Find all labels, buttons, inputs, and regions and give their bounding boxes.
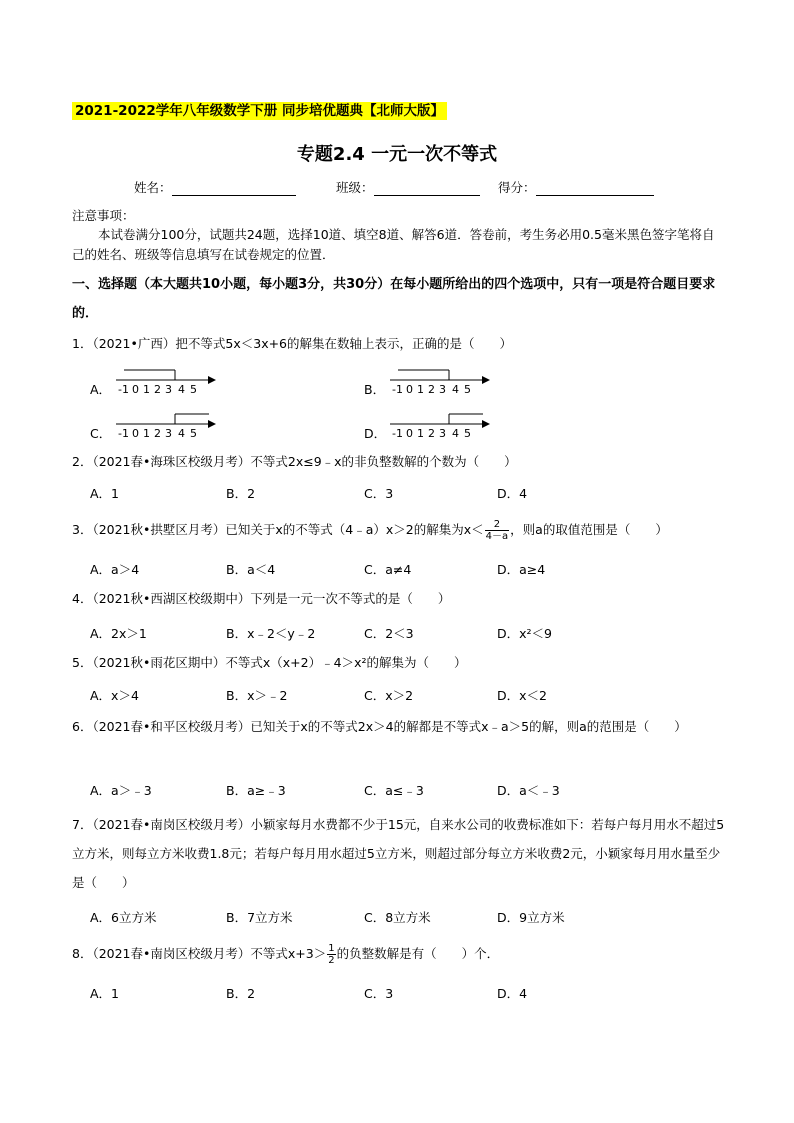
question-3-stem: 3．（2021秋•拱墅区月考）已知关于x的不等式（4﹣a）x＞2的解集为x＜ $\frac{2}{4-a}$ ，则a的取值范围是（ ） <box>72 519 668 542</box>
q1b-tick-label: 3 <box>439 383 446 396</box>
q1-option-c-label[interactable]: C． <box>90 426 112 441</box>
name-blank[interactable] <box>172 181 296 196</box>
q1c-tick-label: 5 <box>190 427 197 440</box>
q7-option-a[interactable]: A．6立方米 <box>90 910 157 925</box>
q4-option-d[interactable]: D．x²＜9 <box>497 626 552 641</box>
question-8-stem: 8．（2021春•南岗区校级月考）不等式x+3＞ $\frac{1}{2}$ 的负整数解是有（ ）个． <box>72 943 500 966</box>
q7-option-d[interactable]: D．9立方米 <box>497 910 565 925</box>
series-banner: 2021-2022学年八年级数学下册 同步培优题典【北师大版】 <box>72 102 447 120</box>
q1a-tick-label: 1 <box>143 383 150 396</box>
q1a-tick-label: 0 <box>132 383 139 396</box>
q1d-tick-label: -1 <box>392 427 403 440</box>
q4-option-a[interactable]: A．2x＞1 <box>90 626 147 641</box>
question-1-stem: 1．（2021•广西）把不等式5x＜3x+6的解集在数轴上表示，正确的是（ ） <box>72 336 513 351</box>
question-7-stem: 7．（2021春•南岗区校级月考）小颖家每月水费都不少于15元，自来水公司的收费标准如下：若每户每月用水不超过5立方米，则每立方米收费1.8元；若每户每月用水超过5立方米，则超过部分每立方米收费2元，小颖家每月用水量至少是（ ） <box>72 817 725 890</box>
q1b-tick-label: 0 <box>406 383 413 396</box>
notes-body: 本试卷满分100分，试题共24题，选择10道、填空8道、解答6道．答卷前，考生务必用0.5毫米黑色签字笔将自己的姓名、班级等信息填写在试卷规定的位置． <box>72 227 715 262</box>
question-6-stem: 6．（2021春•和平区校级月考）已知关于x的不等式2x＞4的解都是不等式x﹣a＞5的解，则a的范围是（ ） <box>72 719 687 734</box>
q1c-tick-label: 2 <box>154 427 161 440</box>
q1b-tick-label: 4 <box>452 383 459 396</box>
q6-option-a[interactable]: A．a＞﹣3 <box>90 783 152 798</box>
q1a-tick-label: 3 <box>165 383 172 396</box>
q1c-tick-label: 1 <box>143 427 150 440</box>
q3-option-c[interactable]: C．a≠4 <box>364 562 412 577</box>
q3-fraction: $\frac{2}{4-a}$ <box>485 519 509 542</box>
q4-option-c[interactable]: C．2＜3 <box>364 626 414 641</box>
q1c-tick-label: -1 <box>118 427 129 440</box>
q5-option-b[interactable]: B．x＞﹣2 <box>226 688 288 703</box>
q1d-tick-label: 4 <box>452 427 459 440</box>
q1b-tick-label: -1 <box>392 383 403 396</box>
q1d-tick-label: 1 <box>417 427 424 440</box>
q1a-tick-label: -1 <box>118 383 129 396</box>
q1d-tick-label: 5 <box>464 427 471 440</box>
q2-option-c[interactable]: C．3 <box>364 486 394 501</box>
q8-option-c[interactable]: C．3 <box>364 986 394 1001</box>
q8-option-a[interactable]: A．1 <box>90 986 120 1001</box>
q1-option-b-label[interactable]: B． <box>364 382 386 397</box>
q1-option-b-numberline <box>386 362 496 398</box>
q5-option-a[interactable]: A．x＞4 <box>90 688 139 703</box>
q1-option-d-label[interactable]: D． <box>364 426 387 441</box>
q6-option-b[interactable]: B．a≥﹣3 <box>226 783 286 798</box>
q4-option-b[interactable]: B．x﹣2＜y﹣2 <box>226 626 316 641</box>
score-blank[interactable] <box>536 181 654 196</box>
q3-option-d[interactable]: D．a≥4 <box>497 562 546 577</box>
q2-option-a[interactable]: A．1 <box>90 486 120 501</box>
score-field[interactable]: 得分： <box>498 178 654 196</box>
class-blank[interactable] <box>374 181 480 196</box>
q1-option-d-numberline <box>386 406 496 442</box>
q1-option-c-numberline <box>112 406 222 442</box>
q7-option-b[interactable]: B．7立方米 <box>226 910 293 925</box>
class-field[interactable]: 班级： <box>336 178 480 196</box>
q1d-tick-label: 3 <box>439 427 446 440</box>
q2-option-d[interactable]: D．4 <box>497 486 528 501</box>
q1b-tick-label: 5 <box>464 383 471 396</box>
q1a-tick-label: 5 <box>190 383 197 396</box>
q5-option-d[interactable]: D．x＜2 <box>497 688 547 703</box>
q3-option-a[interactable]: A．a＞4 <box>90 562 140 577</box>
q1d-tick-label: 2 <box>428 427 435 440</box>
section-heading: 一、选择题（本大题共10小题，每小题3分，共30分）在每小题所给出的四个选项中，只有一项是符合题目要求的． <box>72 277 716 321</box>
q8-fraction: $\frac{1}{2}$ <box>328 943 335 966</box>
q8-option-b[interactable]: B．2 <box>226 986 256 1001</box>
name-field[interactable]: 姓名： <box>134 178 296 196</box>
question-4-stem: 4．（2021秋•西湖区校级期中）下列是一元一次不等式的是（ ） <box>72 591 451 606</box>
q2-option-b[interactable]: B．2 <box>226 486 256 501</box>
q1a-tick-label: 2 <box>154 383 161 396</box>
q1d-tick-label: 0 <box>406 427 413 440</box>
q6-option-c[interactable]: C．a≤﹣3 <box>364 783 424 798</box>
q6-option-d[interactable]: D．a＜﹣3 <box>497 783 560 798</box>
q3-option-b[interactable]: B．a＜4 <box>226 562 276 577</box>
q1a-tick-label: 4 <box>178 383 185 396</box>
q8-option-d[interactable]: D．4 <box>497 986 528 1001</box>
q1b-tick-label: 1 <box>417 383 424 396</box>
notes-heading: 注意事项： <box>72 208 135 223</box>
q1-option-a-label[interactable]: A． <box>90 382 112 397</box>
question-2-stem: 2．（2021春•海珠区校级月考）不等式2x≤9﹣x的非负整数解的个数为（ ） <box>72 454 517 469</box>
q1c-tick-label: 4 <box>178 427 185 440</box>
q5-option-c[interactable]: C．x＞2 <box>364 688 414 703</box>
page-title: 专题2.4 一元一次不等式 <box>296 144 498 165</box>
q1c-tick-label: 0 <box>132 427 139 440</box>
q7-option-c[interactable]: C．8立方米 <box>364 910 431 925</box>
q1c-tick-label: 3 <box>165 427 172 440</box>
q1-option-a-numberline <box>112 362 222 398</box>
q1b-tick-label: 2 <box>428 383 435 396</box>
question-5-stem: 5．（2021秋•雨花区期中）不等式x（x+2）﹣4＞x²的解集为（ ） <box>72 655 467 670</box>
